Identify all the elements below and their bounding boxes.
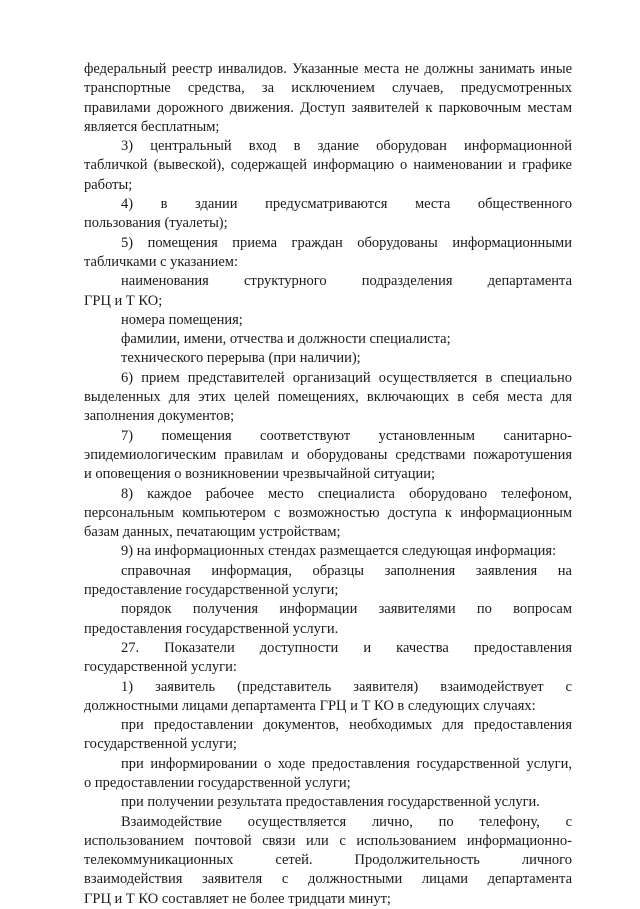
- text-line: ГРЦ и Т КО составляет не более тридцати минут;: [84, 890, 391, 907]
- text-line: государственной услуги;: [84, 736, 237, 753]
- text-line: использованием почтовой связи или с использованием информационно-: [84, 832, 572, 849]
- text-line: пользования (туалеты);: [84, 215, 228, 232]
- text-line: взаимодействия заявителя с должностными лицами департамента: [84, 871, 572, 888]
- text-line: транспортные средства, за исключением случаев, предусмотренных: [84, 80, 572, 97]
- text-line: заполнения документов;: [84, 408, 235, 425]
- text-line: является бесплатным;: [84, 118, 220, 135]
- text-line: справочная информация, образцы заполнения заявления на: [121, 562, 572, 579]
- text-line: правилами дорожного движения. Доступ заявителей к парковочным местам: [84, 99, 572, 116]
- text-line: предоставления государственной услуги.: [84, 620, 339, 637]
- text-line: табличками с указанием:: [84, 253, 238, 270]
- text-line: 3) центральный вход в здание оборудован информационной: [121, 138, 572, 155]
- text-line: выделенных для этих целей помещениях, включающих в себя места для: [84, 389, 572, 406]
- text-line: работы;: [84, 176, 133, 193]
- text-line: персональным компьютером с возможностью доступа к информационным: [84, 504, 572, 521]
- text-line: 5) помещения приема граждан оборудованы информационными: [121, 234, 572, 251]
- text-line: базам данных, печатающим устройствам;: [84, 524, 341, 541]
- text-line: фамилии, имени, отчества и должности специалиста;: [121, 331, 451, 348]
- text-line: о предоставлении государственной услуги;: [84, 774, 351, 791]
- text-line: ГРЦ и Т КО;: [84, 292, 163, 309]
- text-line: телекоммуникационных сетей. Продолжительность личного: [84, 852, 572, 869]
- text-line: 6) прием представителей организаций осуществляется в специально: [121, 369, 572, 386]
- text-line: 4) в здании предусматриваются места общественного: [121, 196, 572, 213]
- text-line: 27. Показатели доступности и качества предоставления: [121, 639, 572, 656]
- text-line: и оповещения о возникновении чрезвычайной ситуации;: [84, 466, 436, 483]
- text-line: должностными лицами департамента ГРЦ и Т КО в следующих случаях:: [84, 697, 536, 714]
- text-line: 1) заявитель (представитель заявителя) взаимодействует с: [121, 678, 572, 695]
- text-line: 8) каждое рабочее место специалиста оборудовано телефоном,: [121, 485, 572, 502]
- text-line: порядок получения информации заявителями по вопросам: [121, 601, 572, 618]
- text-line: федеральный реестр инвалидов. Указанные места не должны занимать иные: [84, 61, 572, 77]
- text-line: при предоставлении документов, необходимых для предоставления: [121, 717, 572, 734]
- text-line: предоставление государственной услуги;: [84, 582, 339, 599]
- text-line: при информировании о ходе предоставления государственной услуги,: [121, 755, 572, 772]
- document-page: [84, 60, 572, 909]
- text-line: при получении результата предоставления государственной услуги.: [121, 794, 540, 811]
- text-line: технического перерыва (при наличии);: [121, 350, 361, 367]
- text-line: Взаимодействие осуществляется лично, по телефону, с: [121, 813, 572, 830]
- text-line: государственной услуги:: [84, 659, 237, 676]
- text-line: номера помещения;: [121, 311, 243, 328]
- text-line: табличкой (вывеской), содержащей информацию о наименовании и графике: [84, 157, 572, 174]
- text-line: 7) помещения соответствуют установленным санитарно-: [121, 427, 572, 444]
- text-line: 9) на информационных стендах размещается следующая информация:: [121, 543, 557, 560]
- text-line: наименования структурного подразделения департамента: [121, 273, 572, 290]
- text-line: эпидемиологическим правилам и оборудованы средствами пожаротушения: [84, 446, 572, 463]
